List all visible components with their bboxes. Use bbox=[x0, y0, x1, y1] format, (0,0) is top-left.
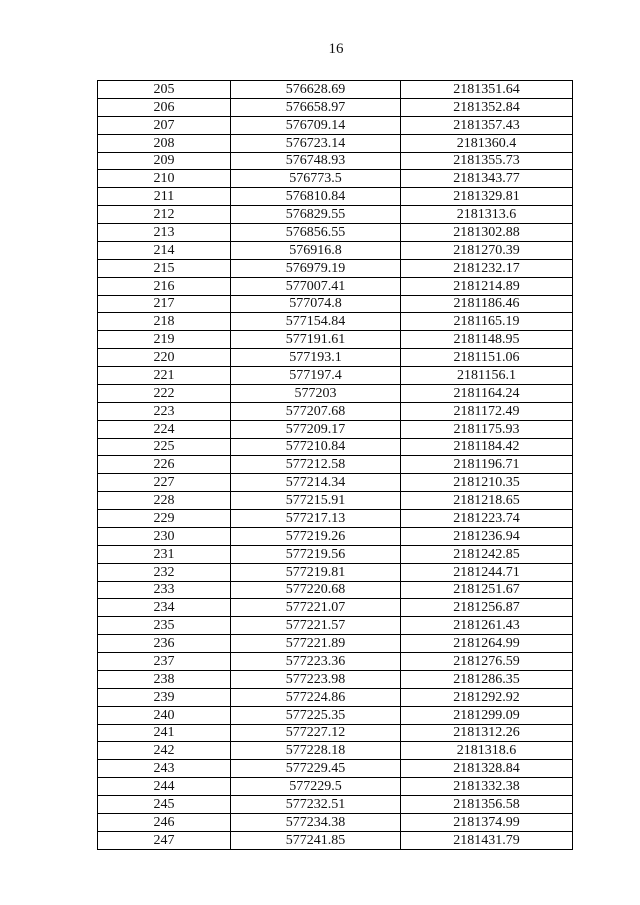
table-row bbox=[98, 778, 573, 796]
y-coordinate-cell: 2181351.64 bbox=[401, 81, 573, 99]
y-coordinate-cell: 2181251.67 bbox=[401, 581, 573, 599]
point-number-cell: 217 bbox=[98, 295, 231, 313]
table-row bbox=[98, 831, 573, 849]
point-number-cell: 209 bbox=[98, 152, 231, 170]
x-coordinate-cell: 577219.56 bbox=[231, 545, 401, 563]
point-number-cell: 247 bbox=[98, 831, 231, 849]
x-coordinate-cell: 576748.93 bbox=[231, 152, 401, 170]
point-number-cell: 228 bbox=[98, 492, 231, 510]
y-coordinate-cell: 2181151.06 bbox=[401, 349, 573, 367]
point-number-cell: 232 bbox=[98, 563, 231, 581]
point-number-cell: 224 bbox=[98, 420, 231, 438]
table-row bbox=[98, 402, 573, 420]
table-row bbox=[98, 152, 573, 170]
table-row bbox=[98, 688, 573, 706]
point-number-cell: 233 bbox=[98, 581, 231, 599]
x-coordinate-cell: 576709.14 bbox=[231, 116, 401, 134]
y-coordinate-cell: 2181431.79 bbox=[401, 831, 573, 849]
table-row bbox=[98, 295, 573, 313]
y-coordinate-cell: 2181276.59 bbox=[401, 653, 573, 671]
x-coordinate-cell: 576829.55 bbox=[231, 206, 401, 224]
x-coordinate-cell: 577241.85 bbox=[231, 831, 401, 849]
y-coordinate-cell: 2181312.26 bbox=[401, 724, 573, 742]
x-coordinate-cell: 577219.81 bbox=[231, 563, 401, 581]
y-coordinate-cell: 2181332.38 bbox=[401, 778, 573, 796]
x-coordinate-cell: 577221.89 bbox=[231, 635, 401, 653]
x-coordinate-cell: 577223.98 bbox=[231, 670, 401, 688]
coordinates-table bbox=[97, 80, 573, 850]
x-coordinate-cell: 577212.58 bbox=[231, 456, 401, 474]
x-coordinate-cell: 576628.69 bbox=[231, 81, 401, 99]
table-row bbox=[98, 706, 573, 724]
x-coordinate-cell: 576658.97 bbox=[231, 98, 401, 116]
y-coordinate-cell: 2181223.74 bbox=[401, 510, 573, 528]
point-number-cell: 235 bbox=[98, 617, 231, 635]
y-coordinate-cell: 2181236.94 bbox=[401, 527, 573, 545]
point-number-cell: 215 bbox=[98, 259, 231, 277]
x-coordinate-cell: 576856.55 bbox=[231, 224, 401, 242]
y-coordinate-cell: 2181242.85 bbox=[401, 545, 573, 563]
point-number-cell: 222 bbox=[98, 384, 231, 402]
x-coordinate-cell: 577229.5 bbox=[231, 778, 401, 796]
table-row bbox=[98, 724, 573, 742]
y-coordinate-cell: 2181184.42 bbox=[401, 438, 573, 456]
point-number-cell: 244 bbox=[98, 778, 231, 796]
point-number-cell: 238 bbox=[98, 670, 231, 688]
table-row bbox=[98, 81, 573, 99]
y-coordinate-cell: 2181328.84 bbox=[401, 760, 573, 778]
table-row bbox=[98, 384, 573, 402]
x-coordinate-cell: 577219.26 bbox=[231, 527, 401, 545]
x-coordinate-cell: 577221.07 bbox=[231, 599, 401, 617]
x-coordinate-cell: 577232.51 bbox=[231, 796, 401, 814]
point-number-cell: 212 bbox=[98, 206, 231, 224]
point-number-cell: 241 bbox=[98, 724, 231, 742]
y-coordinate-cell: 2181148.95 bbox=[401, 331, 573, 349]
x-coordinate-cell: 577207.68 bbox=[231, 402, 401, 420]
x-coordinate-cell: 577191.61 bbox=[231, 331, 401, 349]
x-coordinate-cell: 576773.5 bbox=[231, 170, 401, 188]
point-number-cell: 214 bbox=[98, 241, 231, 259]
y-coordinate-cell: 2181214.89 bbox=[401, 277, 573, 295]
y-coordinate-cell: 2181313.6 bbox=[401, 206, 573, 224]
point-number-cell: 239 bbox=[98, 688, 231, 706]
point-number-cell: 207 bbox=[98, 116, 231, 134]
point-number-cell: 243 bbox=[98, 760, 231, 778]
y-coordinate-cell: 2181329.81 bbox=[401, 188, 573, 206]
table-row bbox=[98, 474, 573, 492]
y-coordinate-cell: 2181165.19 bbox=[401, 313, 573, 331]
table-row bbox=[98, 349, 573, 367]
y-coordinate-cell: 2181299.09 bbox=[401, 706, 573, 724]
x-coordinate-cell: 577217.13 bbox=[231, 510, 401, 528]
y-coordinate-cell: 2181232.17 bbox=[401, 259, 573, 277]
y-coordinate-cell: 2181186.46 bbox=[401, 295, 573, 313]
table-row bbox=[98, 188, 573, 206]
y-coordinate-cell: 2181318.6 bbox=[401, 742, 573, 760]
table-row bbox=[98, 331, 573, 349]
table-row bbox=[98, 206, 573, 224]
point-number-cell: 227 bbox=[98, 474, 231, 492]
y-coordinate-cell: 2181164.24 bbox=[401, 384, 573, 402]
y-coordinate-cell: 2181175.93 bbox=[401, 420, 573, 438]
table-row bbox=[98, 98, 573, 116]
coordinates-table-body bbox=[98, 81, 573, 850]
x-coordinate-cell: 577214.34 bbox=[231, 474, 401, 492]
point-number-cell: 226 bbox=[98, 456, 231, 474]
x-coordinate-cell: 576916.8 bbox=[231, 241, 401, 259]
y-coordinate-cell: 2181352.84 bbox=[401, 98, 573, 116]
x-coordinate-cell: 576979.19 bbox=[231, 259, 401, 277]
y-coordinate-cell: 2181356.58 bbox=[401, 796, 573, 814]
point-number-cell: 210 bbox=[98, 170, 231, 188]
x-coordinate-cell: 577223.36 bbox=[231, 653, 401, 671]
x-coordinate-cell: 577154.84 bbox=[231, 313, 401, 331]
table-row bbox=[98, 670, 573, 688]
point-number-cell: 219 bbox=[98, 331, 231, 349]
table-row bbox=[98, 653, 573, 671]
point-number-cell: 211 bbox=[98, 188, 231, 206]
y-coordinate-cell: 2181355.73 bbox=[401, 152, 573, 170]
point-number-cell: 236 bbox=[98, 635, 231, 653]
point-number-cell: 205 bbox=[98, 81, 231, 99]
table-row bbox=[98, 617, 573, 635]
table-row bbox=[98, 599, 573, 617]
table-row bbox=[98, 224, 573, 242]
point-number-cell: 208 bbox=[98, 134, 231, 152]
table-row bbox=[98, 527, 573, 545]
x-coordinate-cell: 577228.18 bbox=[231, 742, 401, 760]
table-row bbox=[98, 367, 573, 385]
table-row bbox=[98, 796, 573, 814]
y-coordinate-cell: 2181343.77 bbox=[401, 170, 573, 188]
y-coordinate-cell: 2181264.99 bbox=[401, 635, 573, 653]
point-number-cell: 206 bbox=[98, 98, 231, 116]
table-row bbox=[98, 259, 573, 277]
point-number-cell: 216 bbox=[98, 277, 231, 295]
x-coordinate-cell: 577221.57 bbox=[231, 617, 401, 635]
x-coordinate-cell: 577234.38 bbox=[231, 813, 401, 831]
table-row bbox=[98, 760, 573, 778]
point-number-cell: 225 bbox=[98, 438, 231, 456]
x-coordinate-cell: 577224.86 bbox=[231, 688, 401, 706]
y-coordinate-cell: 2181261.43 bbox=[401, 617, 573, 635]
y-coordinate-cell: 2181172.49 bbox=[401, 402, 573, 420]
y-coordinate-cell: 2181357.43 bbox=[401, 116, 573, 134]
x-coordinate-cell: 577210.84 bbox=[231, 438, 401, 456]
table-row bbox=[98, 313, 573, 331]
table-row bbox=[98, 277, 573, 295]
y-coordinate-cell: 2181360.4 bbox=[401, 134, 573, 152]
x-coordinate-cell: 577227.12 bbox=[231, 724, 401, 742]
x-coordinate-cell: 577215.91 bbox=[231, 492, 401, 510]
point-number-cell: 240 bbox=[98, 706, 231, 724]
x-coordinate-cell: 577220.68 bbox=[231, 581, 401, 599]
x-coordinate-cell: 577209.17 bbox=[231, 420, 401, 438]
x-coordinate-cell: 576723.14 bbox=[231, 134, 401, 152]
y-coordinate-cell: 2181156.1 bbox=[401, 367, 573, 385]
y-coordinate-cell: 2181374.99 bbox=[401, 813, 573, 831]
table-row bbox=[98, 813, 573, 831]
y-coordinate-cell: 2181210.35 bbox=[401, 474, 573, 492]
point-number-cell: 242 bbox=[98, 742, 231, 760]
table-row bbox=[98, 510, 573, 528]
x-coordinate-cell: 577193.1 bbox=[231, 349, 401, 367]
x-coordinate-cell: 576810.84 bbox=[231, 188, 401, 206]
table-row bbox=[98, 545, 573, 563]
table-row bbox=[98, 492, 573, 510]
table-row bbox=[98, 438, 573, 456]
point-number-cell: 221 bbox=[98, 367, 231, 385]
x-coordinate-cell: 577007.41 bbox=[231, 277, 401, 295]
y-coordinate-cell: 2181292.92 bbox=[401, 688, 573, 706]
table-row bbox=[98, 134, 573, 152]
page-number: 16 bbox=[328, 41, 344, 57]
point-number-cell: 237 bbox=[98, 653, 231, 671]
y-coordinate-cell: 2181302.88 bbox=[401, 224, 573, 242]
table-row bbox=[98, 635, 573, 653]
point-number-cell: 231 bbox=[98, 545, 231, 563]
y-coordinate-cell: 2181256.87 bbox=[401, 599, 573, 617]
point-number-cell: 234 bbox=[98, 599, 231, 617]
x-coordinate-cell: 577229.45 bbox=[231, 760, 401, 778]
table-row bbox=[98, 581, 573, 599]
point-number-cell: 223 bbox=[98, 402, 231, 420]
x-coordinate-cell: 577225.35 bbox=[231, 706, 401, 724]
y-coordinate-cell: 2181244.71 bbox=[401, 563, 573, 581]
point-number-cell: 218 bbox=[98, 313, 231, 331]
table-row bbox=[98, 116, 573, 134]
table-row bbox=[98, 563, 573, 581]
y-coordinate-cell: 2181286.35 bbox=[401, 670, 573, 688]
table-row bbox=[98, 170, 573, 188]
table-row bbox=[98, 420, 573, 438]
x-coordinate-cell: 577074.8 bbox=[231, 295, 401, 313]
table-row bbox=[98, 456, 573, 474]
point-number-cell: 245 bbox=[98, 796, 231, 814]
y-coordinate-cell: 2181218.65 bbox=[401, 492, 573, 510]
x-coordinate-cell: 577203 bbox=[231, 384, 401, 402]
x-coordinate-cell: 577197.4 bbox=[231, 367, 401, 385]
point-number-cell: 220 bbox=[98, 349, 231, 367]
table-row bbox=[98, 241, 573, 259]
point-number-cell: 230 bbox=[98, 527, 231, 545]
point-number-cell: 229 bbox=[98, 510, 231, 528]
y-coordinate-cell: 2181270.39 bbox=[401, 241, 573, 259]
y-coordinate-cell: 2181196.71 bbox=[401, 456, 573, 474]
point-number-cell: 246 bbox=[98, 813, 231, 831]
point-number-cell: 213 bbox=[98, 224, 231, 242]
table-row bbox=[98, 742, 573, 760]
